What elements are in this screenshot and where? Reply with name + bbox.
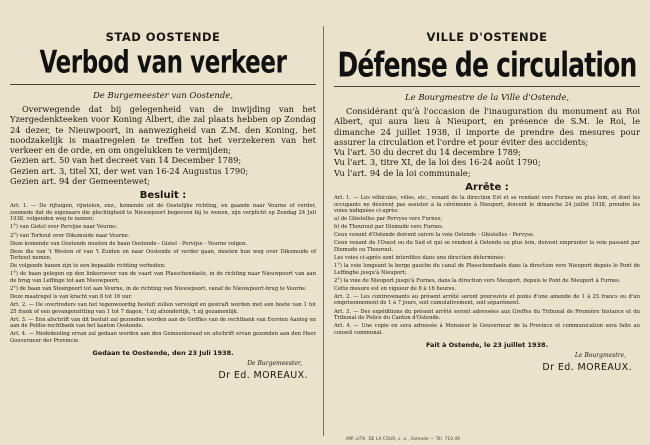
signature-role-nl: De Burgemeester,: [247, 360, 302, 368]
article-1-item-fr: 1°) la voie longeant la berge gauche du canal de Plasschendaele dans la direction vers Nieuport depuis le Pont de Leffinghe jusqu'à Nieuport;: [334, 263, 640, 276]
date-line-nl: Gedaan te Oostende, den 23 Juli 1938.: [92, 349, 234, 358]
article-1-item-fr: Ceux venant d'Ostende doivent suivre la voie Ostende - Ghistelles - Pervyse.: [334, 232, 535, 239]
article-1-item-nl: 2°) de baan van Steenpoort tot aan Veurne, in de richting van Nieuwpoort, vanaf de Nieuwpoort-brug te Veurne.: [10, 286, 307, 293]
article-2-nl: Art. 2. — De overtreders van het tegenwoordig besluit zullen vervolgd en gestraft worden met een boete van 1 tot 25 frank of een gevangenzitting van 1 tot 7 dagen, 't zij afzonderlijk, 't zij gezamenlijk.: [10, 302, 316, 315]
article-1-item-nl: De volgende banen zijn te een bepaalde richting verboden:: [10, 263, 166, 270]
decision-heading-fr: Arrête :: [465, 182, 509, 194]
article-1-item-fr: Ceux venant de l'Ouest ou du Sud et qui se rendent à Ostende ou plus loin, doivent emprunter la voie passant par Dixmude ou Thourout.: [334, 240, 640, 253]
signature-block-nl: [10, 360, 316, 390]
article-1-item-nl: Deze die van 't Westen of van 't Zuiden en naar Oostende of verder gaan, moeten hun weg over Diksmuide of Torhout nemen.: [10, 248, 316, 262]
authority-nl: De Burgemeester van Oostende,: [92, 91, 234, 101]
decision-heading-nl: Besluit :: [139, 190, 187, 202]
legal-basis-fr-3: Vu l'art. 94 de la loi communale;: [334, 167, 471, 178]
legal-basis-nl-1: Gezien art. 50 van het decreet van 14 December 1789;: [10, 155, 242, 166]
article-1-item-fr: b) de Thourout par Dixmude vers Furnes.: [334, 224, 444, 231]
title-nl: Verbod van verkeer: [39, 45, 287, 81]
intro-fr: Considérant qu'à l'occasion de l'inauguration du monument au Roi Albert, qui aura lieu à Nieuport, en présence de S.M. le Roi, le dimanche 24 juillet 1938, il importe de prendre des mesures pour assurer la circulation et l'ordre et pour éviter des accidents;: [334, 106, 640, 147]
article-1-nl: Art. 1. — De rijtuigen, rijwielen, enz., komende uit de Oostelijke richting, en gaande naar Veurne of verder, zoomede dat de eigenaars die plechtigheid te Nieuwpoort begeeven bij te wonen, zijn verplicht op Zondag 24 Juli 1938, volgenden weg te nemen:: [10, 203, 316, 223]
city-header-fr: VILLE D'OSTENDE: [426, 30, 548, 44]
legal-basis-fr-1: Vu l'art. 50 du decret du 14 decembre 1789;: [334, 147, 521, 158]
article-3-fr: Art. 3. — Des expéditions du présent arrêté seront adressées aux Greffes du Tribunal de Première Instance et du Tribunal de Police du Canton d'Ostende.: [334, 308, 640, 322]
date-line-fr: Fait à Ostende, le 23 juillet 1938.: [425, 341, 549, 350]
article-1-item-nl: 2°) van Torhout over Diksmuide naar Veurne.: [10, 232, 130, 239]
intro-nl: Overwegende dat bij gelegenheid van de inwijding van het Yzergedenkteeken voor Koning Albert, die zal plaats hebben op Zondag 24 dezer, te Nieuwpoort, in aanwezigheid van Z.M. den Koning, het noodzakelijk is maatregelen te treffen tot het verzekeren van het verkeer en de orde, en om ongelukken te vermijden;: [10, 104, 316, 156]
article-1-fr: Art. 1. — Les véhicules, vélos, etc., venant de la direction Est et se rendant vers Furnes ou plus loin, et dont les occupants ne désirent pas assister à la cérémonie à Nieuport, doivent le dimanche 24 juillet 1938, prendre les voies indiquées ci-après:: [334, 195, 640, 215]
article-1-item-fr: Les voies ci-après sont interdites dans une direction déterminée:: [334, 255, 506, 262]
title-rule-nl: [10, 84, 316, 85]
article-1-item-fr: a) de Ghistelles par Pervyse vers Furnes;: [334, 216, 443, 223]
printer-imprint: IMP. LITH. DE LA COUR, s. a., Ostende — Tél. 710.49: [346, 436, 461, 441]
article-1-item-nl: Deze komende van Oostende moeten de baan Oostende - Gistel - Pervijse - Veurne volgen.: [10, 240, 248, 247]
signature-name-fr: Dr Ed. MOREAUX.: [542, 362, 632, 374]
city-header-nl: STAD OOSTENDE: [105, 30, 221, 44]
article-1-item-nl: Deze maatregel is van kracht van 8 tot 16 uur.: [10, 294, 133, 301]
title-fr: Défense de circulation: [337, 45, 637, 85]
column-divider: [323, 26, 324, 436]
signature-name-nl: Dr Ed. MOREAUX.: [218, 370, 308, 382]
article-4-fr: Art. 4. — Une copie en sera adressée à Monsieur le Gouverneur de la Province et communication sera faite au conseil communal.: [334, 323, 640, 336]
article-4-nl: Art. 4. — Mededeeling ervan zal gedaan worden aan den Gemeenteraad en afschrift ervan gezonden aan den Heer Gouverneur der Provincie.: [10, 331, 316, 344]
article-1-item-fr: 2°) la voie de Nieuport jusqu'à Furnes, dans la direction vers Nieuport, depuis le Pont de Nieuport à Furnes.: [334, 277, 621, 284]
legal-basis-nl-3: Gezien art. 94 der Gemeentewet;: [10, 176, 150, 187]
legal-basis-fr-2: Vu l'art. 3, titre XI, de la loi des 16-24 août 1790;: [334, 157, 541, 168]
article-1-item-fr: Cette mesure est en vigueur de 8 à 16 heures.: [334, 285, 457, 292]
article-2-fr: Art. 2. — Les contrevenants au présent arrêté seront poursuivis et punis d'une amende de 1 à 25 francs ou d'un emprisonnement de 1 à 7 jours, soit cumulativement, soit séparément.: [334, 293, 640, 307]
title-rule-fr: [334, 86, 640, 87]
signature-role-fr: Le Bourgmestre,: [574, 352, 626, 360]
signature-block-fr: [334, 352, 640, 382]
article-3-nl: Art. 3. — Een afschrift van dit besluit zal gezonden worden aan de Griffies van de rechtbank van Eersten Aanleg en aan de Politie-rechtbank van het kanton Oostende.: [10, 316, 316, 330]
legal-basis-nl-2: Gezien art. 3, titel XI, der wet van 16-24 Augustus 1790;: [10, 165, 249, 176]
dutch-column: [10, 22, 316, 390]
article-1-item-nl: 1°) de baan gelegen op den linkeroever van de vaart van Plasschendaele, in de richting naar Nieuwpoort van aan de brug van Leffinge tot aan Nieuwpoort;: [10, 271, 316, 284]
article-1-item-nl: 1°) van Gistel over Pervijse naar Veurne;: [10, 224, 118, 231]
french-column: [334, 22, 640, 382]
authority-fr: Le Bourgmestre de la Ville d'Ostende,: [404, 93, 570, 103]
